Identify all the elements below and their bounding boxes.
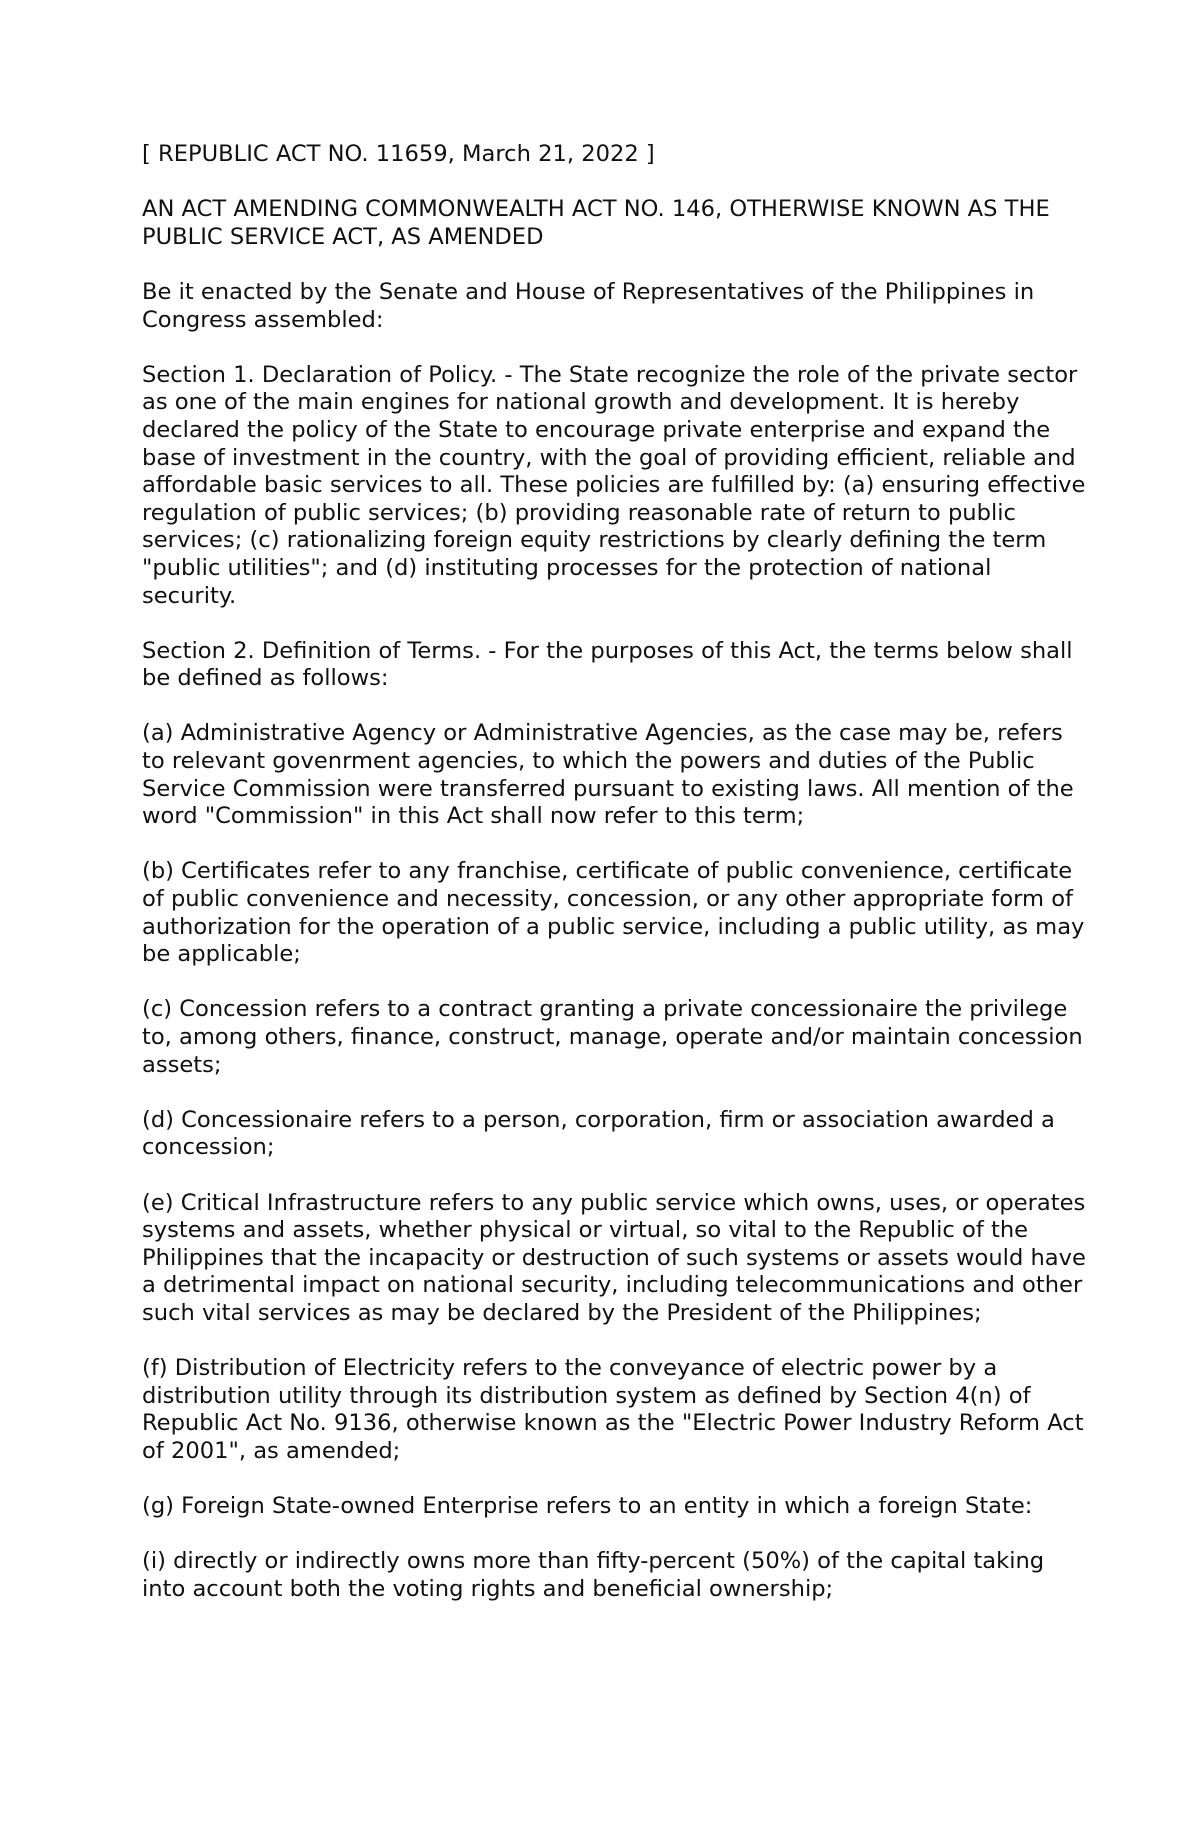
act-header: [ REPUBLIC ACT NO. 11659, March 21, 2022 ] <box>142 141 655 167</box>
enacting-clause: Be it enacted by the Senate and House of Representatives of the Philippines in Congress assembled: <box>142 278 1035 333</box>
definition-g-i: (i) directly or indirectly owns more than fifty-percent (50%) of the capital taking into account both the voting rights and beneficial ownership; <box>142 1548 1045 1602</box>
definition-d: (d) Concessionaire refers to a person, corporation, firm or association awarded a concession; <box>142 1106 1055 1161</box>
definition-b: (b) Certificates refer to any franchise, certificate of public convenience, certificate of public convenience and necessity, concession, or any other appropriate form of authorization for the operation of a public service, including a public utility, as may be applicable; <box>142 858 1085 968</box>
section-2-paragraph: Section 2. Definition of Terms. - For the purposes of this Act, the terms below shall be defined as follows: <box>142 637 1073 692</box>
definition-c: (c) Concession refers to a contract granting a private concessionaire the privilege to, among others, finance, construct, manage, operate and/or maintain concession assets; <box>142 996 1083 1078</box>
document-page <box>142 141 1092 1603</box>
definition-a: (a) Administrative Agency or Administrative Agencies, as the case may be, refers to relevant govenrment agencies, to which the powers and duties of the Public Service Commission were transferred pursuant to existing laws. All mention of the word "Commission" in this Act shall now refer to this term; <box>142 720 1074 830</box>
definition-e: (e) Critical Infrastructure refers to any public service which owns, uses, or operates systems and assets, whether physical or virtual, so vital to the Republic of the Philippines that the incapacity or destruction of such systems or assets would have a detrimental impact on national security, including telecommunications and other such vital services as may be declared by the President of the Philippines; <box>142 1189 1086 1326</box>
definition-g: (g) Foreign State-owned Enterprise refers to an entity in which a foreign State: <box>142 1493 1033 1520</box>
section-1-paragraph: Section 1. Declaration of Policy. - The State recognize the role of the private sector as one of the main engines for national growth and development. It is hereby declared the policy of the State to encourage private enterprise and expand the base of investment in the country, with the goal of providing efficient, reliable and affordable basic services to all. These policies are fulfilled by: (a) ensuring effective regulation of public services; (b) providing reasonable rate of return to public services; (c) rationalizing foreign equity restrictions by clearly defining the term "public utilities"; and (d) instituting processes for the protection of national security. <box>142 361 1086 609</box>
definition-f: (f) Distribution of Electricity refers to the conveyance of electric power by a distribution utility through its distribution system as defined by Section 4(n) of Republic Act No. 9136, otherwise known as the "Electric Power Industry Reform Act of 2001", as amended; <box>142 1355 1084 1464</box>
act-title: AN ACT AMENDING COMMONWEALTH ACT NO. 146, OTHERWISE KNOWN AS THE PUBLIC SERVICE ACT, AS AMENDED <box>142 196 1050 250</box>
